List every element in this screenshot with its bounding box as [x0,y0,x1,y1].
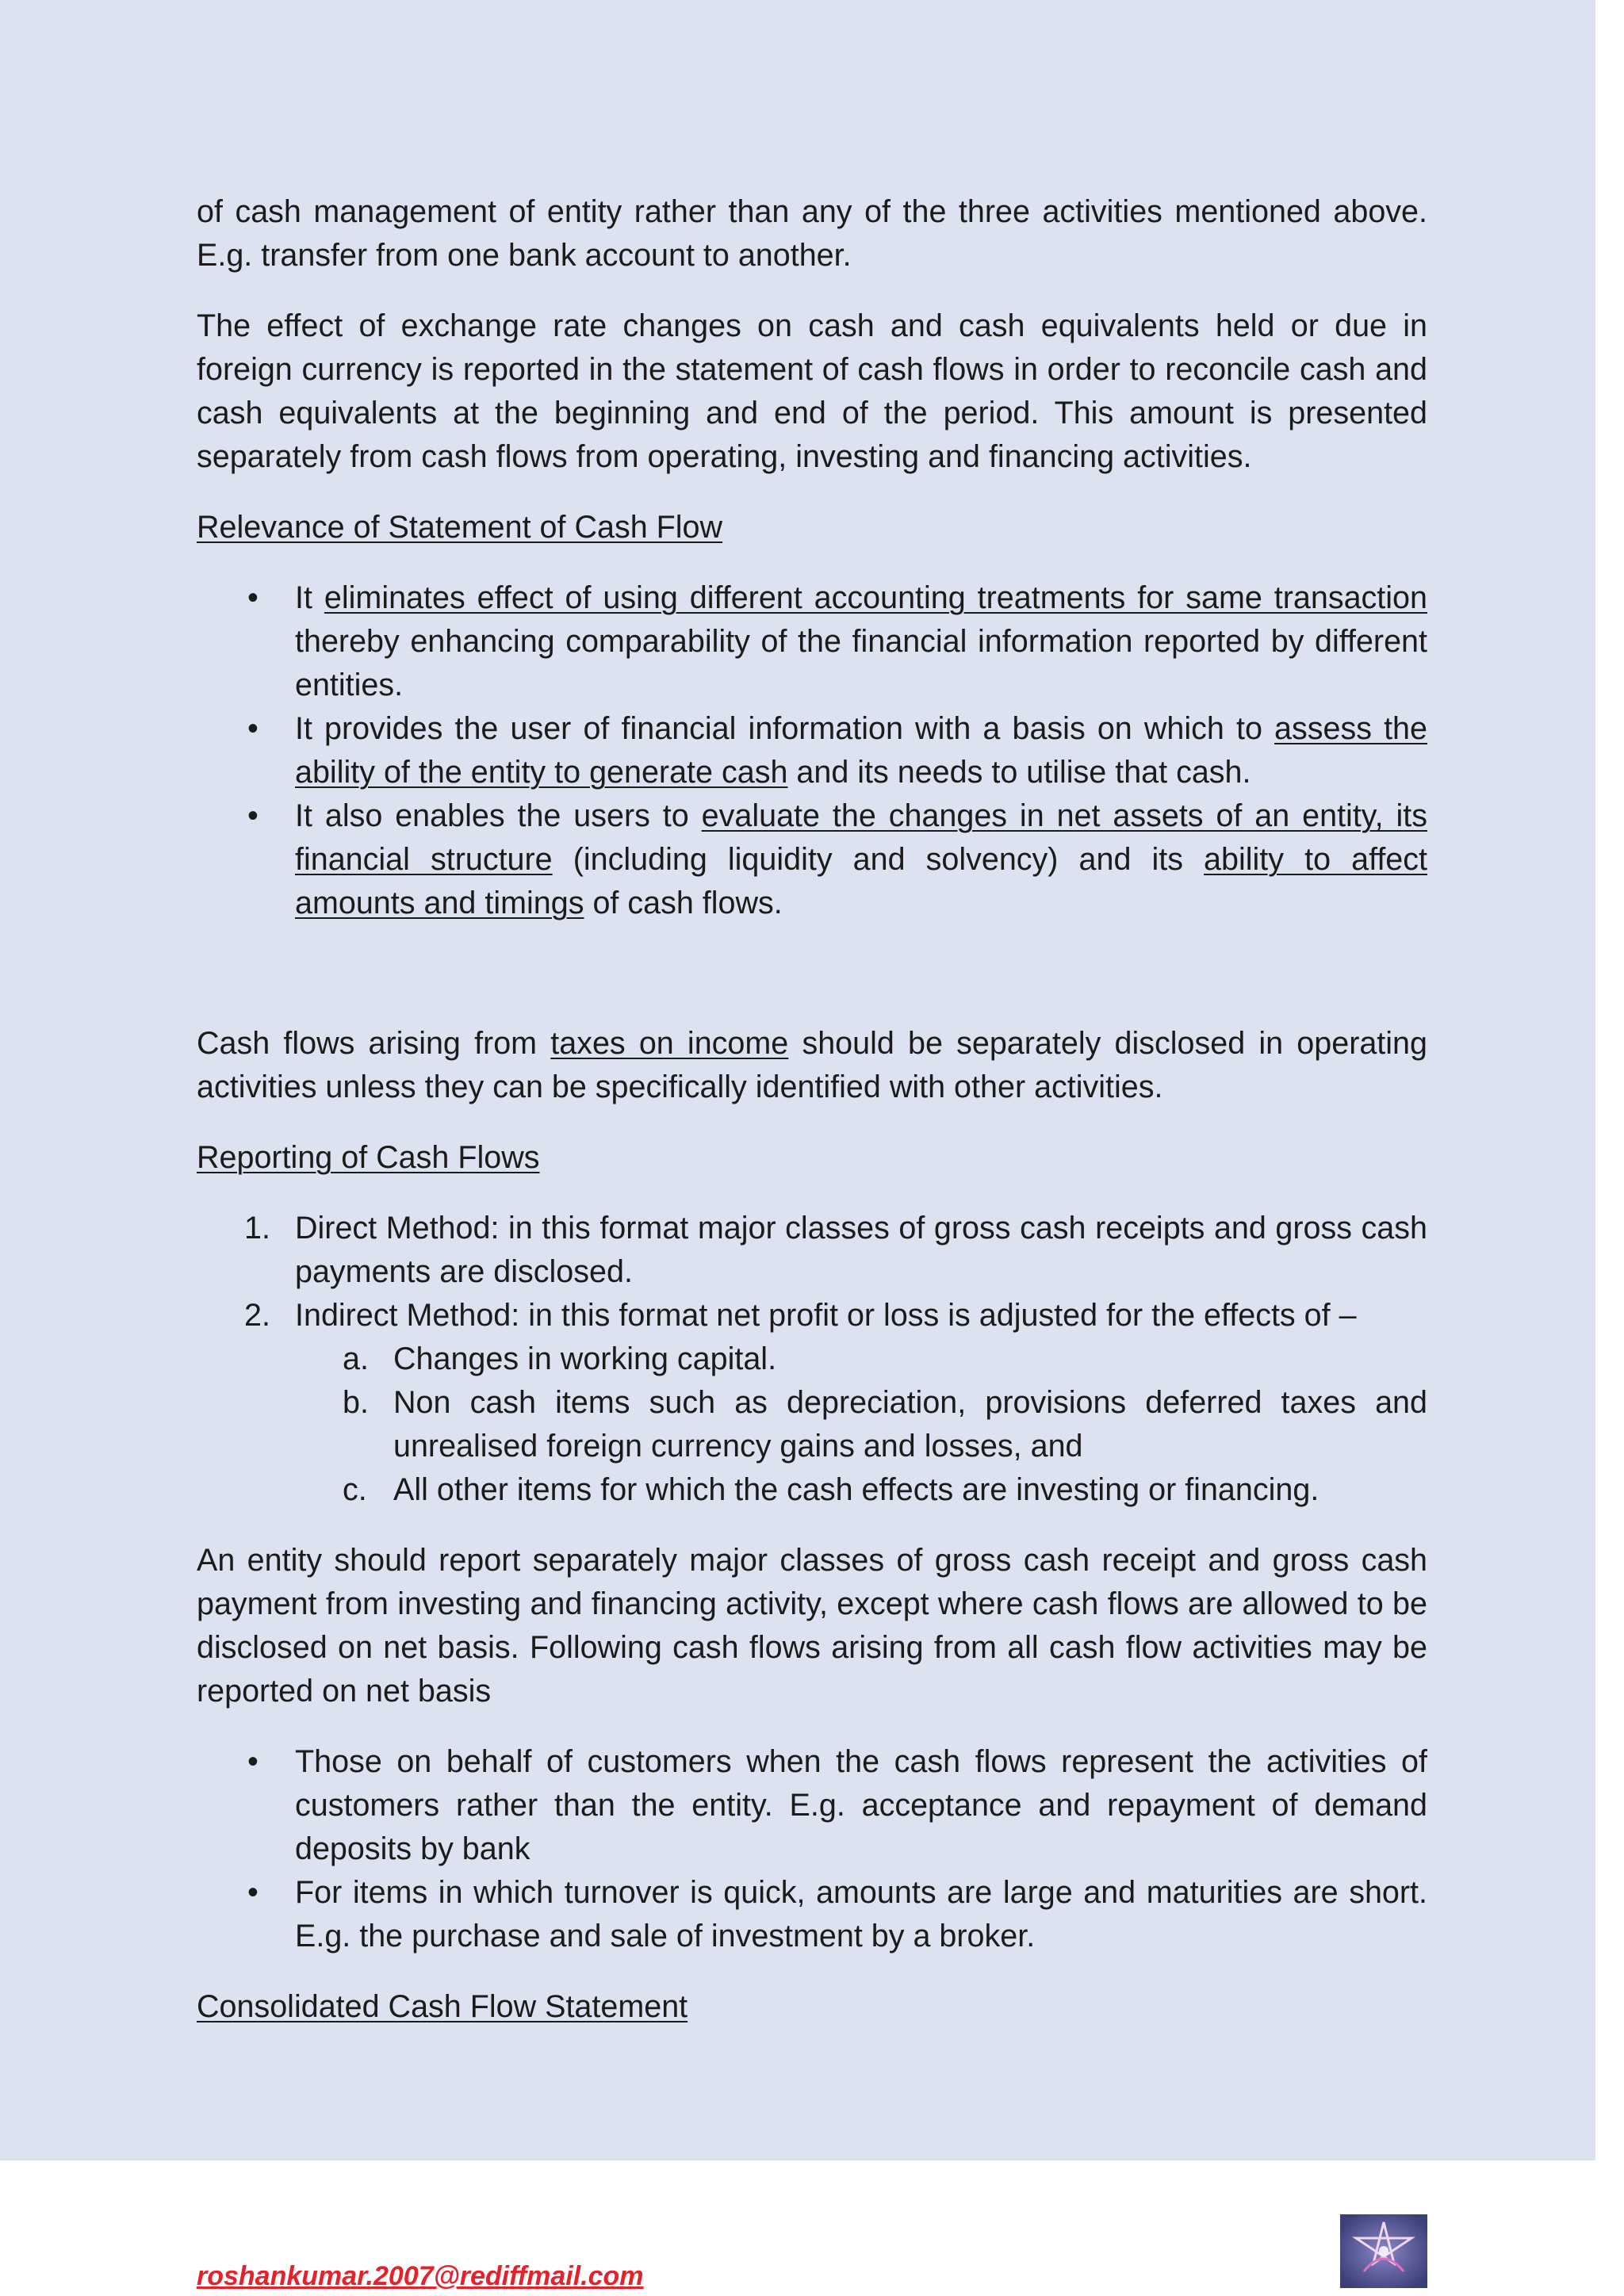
heading-consolidated [197,1985,1427,2029]
bullet-icon: • [247,1744,259,1779]
text-span: It also enables the users to [295,798,702,833]
underlined-text: assess the ability of the entity to generate cash [295,711,1427,790]
net-basis-list [197,1740,1427,1958]
indirect-item-c [295,1468,1427,1512]
text-span: (including liquidity and solvency) and its [552,842,1205,877]
list-item-text: Direct Method: in this format major classes of gross cash receipts and gross cash payments are disclosed. [295,1211,1427,1289]
list-letter: a. [343,1341,369,1376]
reporting-methods-list [197,1207,1427,1512]
text-span: It provides the user of financial information with a basis on which to [295,711,1275,746]
paragraph-taxes [197,1022,1427,1109]
footer-email-link[interactable]: roshankumar.2007@rediffmail.com [197,2261,644,2291]
list-letter: c. [343,1472,367,1507]
text-span: and its needs to utilise that cash. [787,755,1251,790]
text-span: thereby enhancing comparability of the financial information reported by different entities. [295,624,1427,702]
paragraph-exchange-rate: The effect of exchange rate changes on cash and cash equivalents held or due in foreign currency is reported in the statement of cash flows in order to reconcile cash and cash equivalents at the beginning and end of the period. This amount is presented separately from cash flows from operating, investing and financing activities. [197,308,1427,474]
indirect-item-b [295,1381,1427,1468]
underlined-text: taxes on income [550,1026,789,1061]
bullet-icon: • [247,1875,259,1910]
heading-relevance [197,506,1427,549]
relevance-item-3 [197,794,1427,925]
heading-reporting [197,1136,1427,1180]
text-span: should be separately disclosed in operating activities unless they can be specifically identified with other activities. [197,1026,1427,1104]
text-span: It [295,580,324,615]
bullet-icon: • [247,798,259,833]
net-basis-item-1 [197,1740,1427,1871]
list-number: 1. [244,1211,270,1246]
relevance-item-1 [197,576,1427,707]
list-number: 2. [244,1298,270,1333]
relevance-item-2 [197,707,1427,794]
reporting-item-indirect [197,1294,1427,1512]
text-span: Cash flows arising from [197,1026,551,1061]
underlined-text: eliminates effect of using different accounting treatments for same transaction [324,580,1427,615]
heading-relevance-text: Relevance of Statement of Cash Flow [197,510,723,545]
net-basis-item-2 [197,1871,1427,1958]
list-letter: b. [343,1385,369,1420]
bullet-icon: • [247,580,259,615]
list-item-text: All other items for which the cash effects are investing or financing. [393,1472,1320,1507]
list-item-text: Non cash items such as depreciation, provisions deferred taxes and unrealised foreign currency gains and losses, and [393,1385,1427,1464]
list-item-text: Indirect Method: in this format net profit or loss is adjusted for the effects of – [295,1298,1357,1333]
reporting-item-direct [197,1207,1427,1294]
relevance-list [197,576,1427,925]
indirect-sublist [295,1337,1427,1512]
list-item-text: Changes in working capital. [393,1341,777,1376]
text-span: of cash flows. [584,886,783,920]
list-item-text: For items in which turnover is quick, amounts are large and maturities are short. E.g. the purchase and sale of investment by a broker. [295,1875,1427,1954]
underlined-text: evaluate the changes in net assets of an entity, its financial structure [295,798,1427,877]
list-item-text: Those on behalf of customers when the cash flows represent the activities of customers rather than the entity. E.g. acceptance and repayment of demand deposits by bank [295,1744,1427,1866]
underlined-text: ability to affect amounts and timings [295,842,1427,920]
bullet-icon: • [247,711,259,746]
paragraph-net-basis: An entity should report separately major classes of gross cash receipt and gross cash payment from investing and financing activity, except where cash flows are allowed to be disclosed on net basis. Following cash flows arising from all cash flow activities may be reported on net basis [197,1543,1427,1709]
heading-consolidated-text: Consolidated Cash Flow Statement [197,1989,688,2024]
heading-reporting-text: Reporting of Cash Flows [197,1140,540,1175]
indirect-item-a [295,1337,1427,1381]
logo-icon [1340,2214,1427,2288]
paragraph-cash-management: of cash management of entity rather than any of the three activities mentioned above. E.g. transfer from one bank account to another. [197,194,1427,273]
document-body [197,190,1427,2029]
